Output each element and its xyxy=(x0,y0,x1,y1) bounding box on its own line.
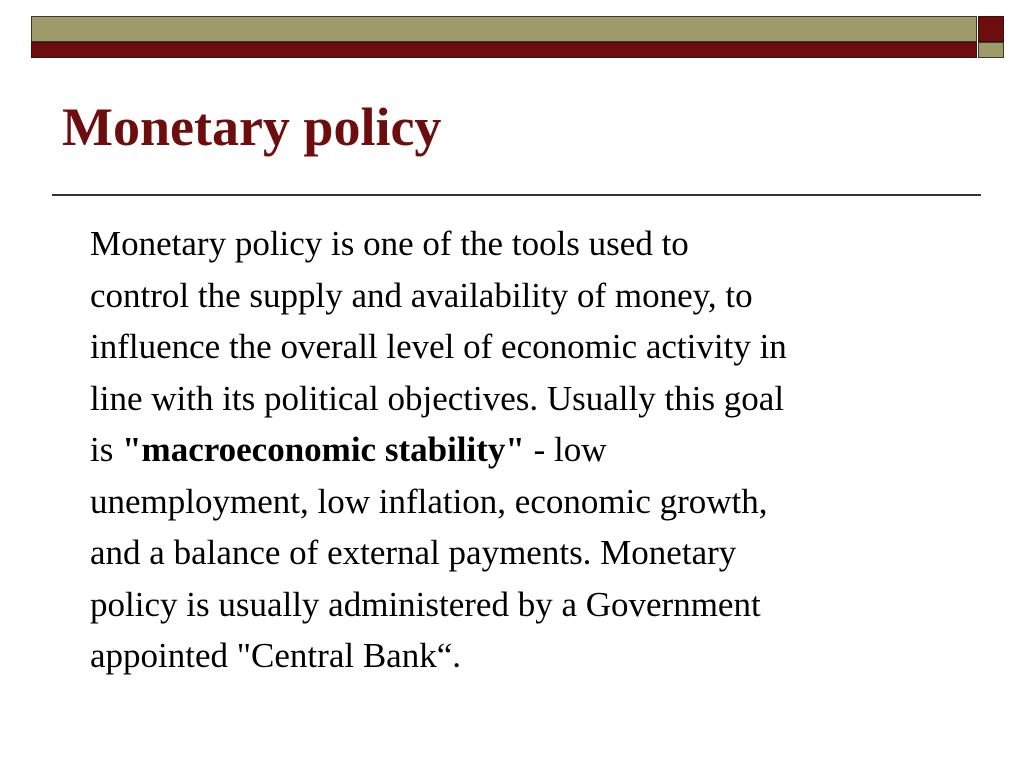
body-text-fragment: - low xyxy=(524,430,607,469)
body-line: influence the overall level of economic activity in xyxy=(90,327,787,366)
body-line: control the supply and availability of money, to xyxy=(90,275,753,315)
body-text-fragment: is xyxy=(90,430,123,469)
body-line: and a balance of external payments. Monetary xyxy=(90,533,737,572)
header-banner-olive xyxy=(31,16,977,42)
slide-title: Monetary policy xyxy=(62,97,442,157)
header-banner-maroon xyxy=(31,42,977,58)
body-line: line with its political objectives. Usually this goal xyxy=(90,378,785,418)
body-line: Monetary policy is one of the tools used to xyxy=(90,224,689,263)
header-corner-olive xyxy=(978,42,1004,58)
body-line: policy is usually administered by a Government xyxy=(90,584,761,624)
body-line: appointed "Central Bank“. xyxy=(90,636,461,675)
title-divider xyxy=(52,194,981,196)
body-line: unemployment, low inflation, economic growth, xyxy=(90,481,768,521)
header-corner-maroon xyxy=(978,16,1004,42)
slide-body xyxy=(90,218,950,682)
emphasized-term: "macroeconomic stability" xyxy=(122,430,525,469)
body-line-with-emphasis xyxy=(90,424,950,476)
